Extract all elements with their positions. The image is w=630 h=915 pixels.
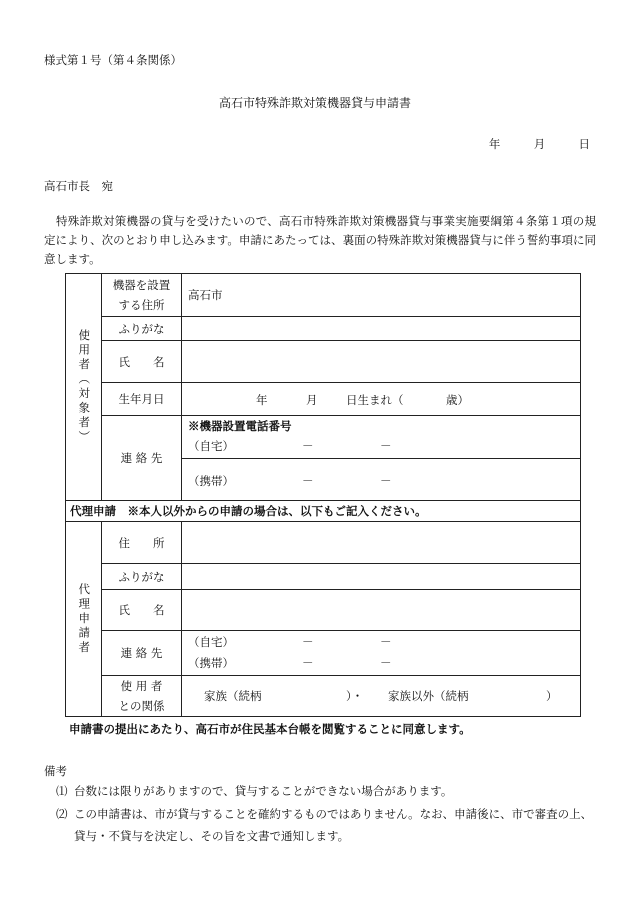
proxy-name-field[interactable] (182, 590, 578, 630)
proxy-furigana-label: ふりがな (118, 569, 165, 584)
date-day: 日 (578, 137, 590, 151)
addressee: 高石市長 宛 (44, 179, 113, 193)
proxy-furigana-field[interactable] (182, 564, 578, 589)
proxy-name-label: 氏 名 (118, 603, 165, 617)
date-line (489, 136, 590, 152)
relation-nonfamily-close: ） (546, 689, 558, 703)
user-address-label: 機器を設置する住所 (112, 278, 171, 312)
user-home-label: （自宅） (188, 439, 234, 453)
date-month: 月 (533, 137, 546, 151)
proxy-banner: 代理申請 ※本人以外からの申請の場合は、以下もご記入ください。 (70, 504, 427, 518)
user-contact-label: 連 絡 先 (120, 451, 163, 465)
user-home-dash-2: － (380, 439, 392, 453)
intro-paragraph: 特殊詐欺対策機器の貸与を受けたいので、高石市特殊詐欺対策機器貸与事業実施要綱第４条第１項の規定により、次のとおり申し込みます。申請にあたっては、裏面の特殊詐欺対策機器貸与に伴う誓約事項に同意します。 (44, 214, 596, 266)
user-address-field[interactable]: 高石市 (188, 288, 223, 302)
date-year: 年 (488, 137, 501, 151)
relation-family-close: ）・ (346, 689, 364, 703)
user-birth-field[interactable] (182, 383, 580, 415)
relation-nonfamily: 家族以外（続柄 (388, 689, 469, 703)
proxy-address-field[interactable] (182, 522, 578, 563)
consent-statement: 申請書の提出にあたり、高石市が住民基本台帳を閲覧することに同意します。 (69, 722, 471, 736)
birth-month: 月 (306, 393, 318, 407)
user-mobile-dash-1: － (302, 474, 314, 488)
user-birth-label: 生年月日 (118, 392, 165, 406)
proxy-section-label: 代理申請者 (77, 582, 92, 656)
birth-year: 年 (256, 393, 268, 407)
user-name-label: 氏 名 (118, 354, 165, 369)
user-furigana-label: ふりがな (118, 321, 165, 336)
remarks-title: 備考 (44, 764, 67, 778)
birth-day: 日生まれ（ (346, 393, 404, 407)
proxy-home-dash-1: － (302, 635, 314, 649)
proxy-address-label: 住 所 (118, 535, 165, 550)
remark-item-1: ⑴ 台数には限りがありますので、貸与することができない場合があります。 (56, 784, 453, 798)
proxy-mobile-label: （携帯） (188, 656, 234, 670)
proxy-relation-label: 使 用 者 との関係 (118, 679, 165, 713)
user-furigana-field[interactable] (182, 317, 578, 340)
user-section-label: 使用者（対象者） (77, 329, 92, 445)
user-mobile-dash-2: － (380, 474, 392, 488)
proxy-contact-label: 連 絡 先 (120, 646, 163, 660)
form-title: 高石市特殊詐欺対策機器貸与申請書 (218, 96, 411, 110)
proxy-home-dash-2: － (380, 635, 392, 649)
relation-family: 家族（続柄 (204, 689, 262, 703)
birth-age: 歳） (446, 393, 469, 407)
proxy-relation-field[interactable] (182, 676, 580, 716)
user-home-dash-1: － (302, 439, 314, 453)
proxy-home-label: （自宅） (188, 635, 234, 649)
user-contact-note: ※機器設置電話番号 (188, 419, 292, 433)
proxy-mobile-dash-2: － (380, 656, 392, 670)
remark-item-2: ⑵ この申請書は、市が貸与することを確約するものではありません。なお、申請後に、市で審査の上、貸与・不貸与を決定し、その旨を文書で通知します。 (56, 807, 593, 843)
form-number: 様式第１号（第４条関係） (44, 53, 182, 67)
proxy-mobile-dash-1: － (302, 656, 314, 670)
user-mobile-label: （携帯） (188, 474, 234, 488)
user-name-field[interactable] (182, 341, 578, 382)
